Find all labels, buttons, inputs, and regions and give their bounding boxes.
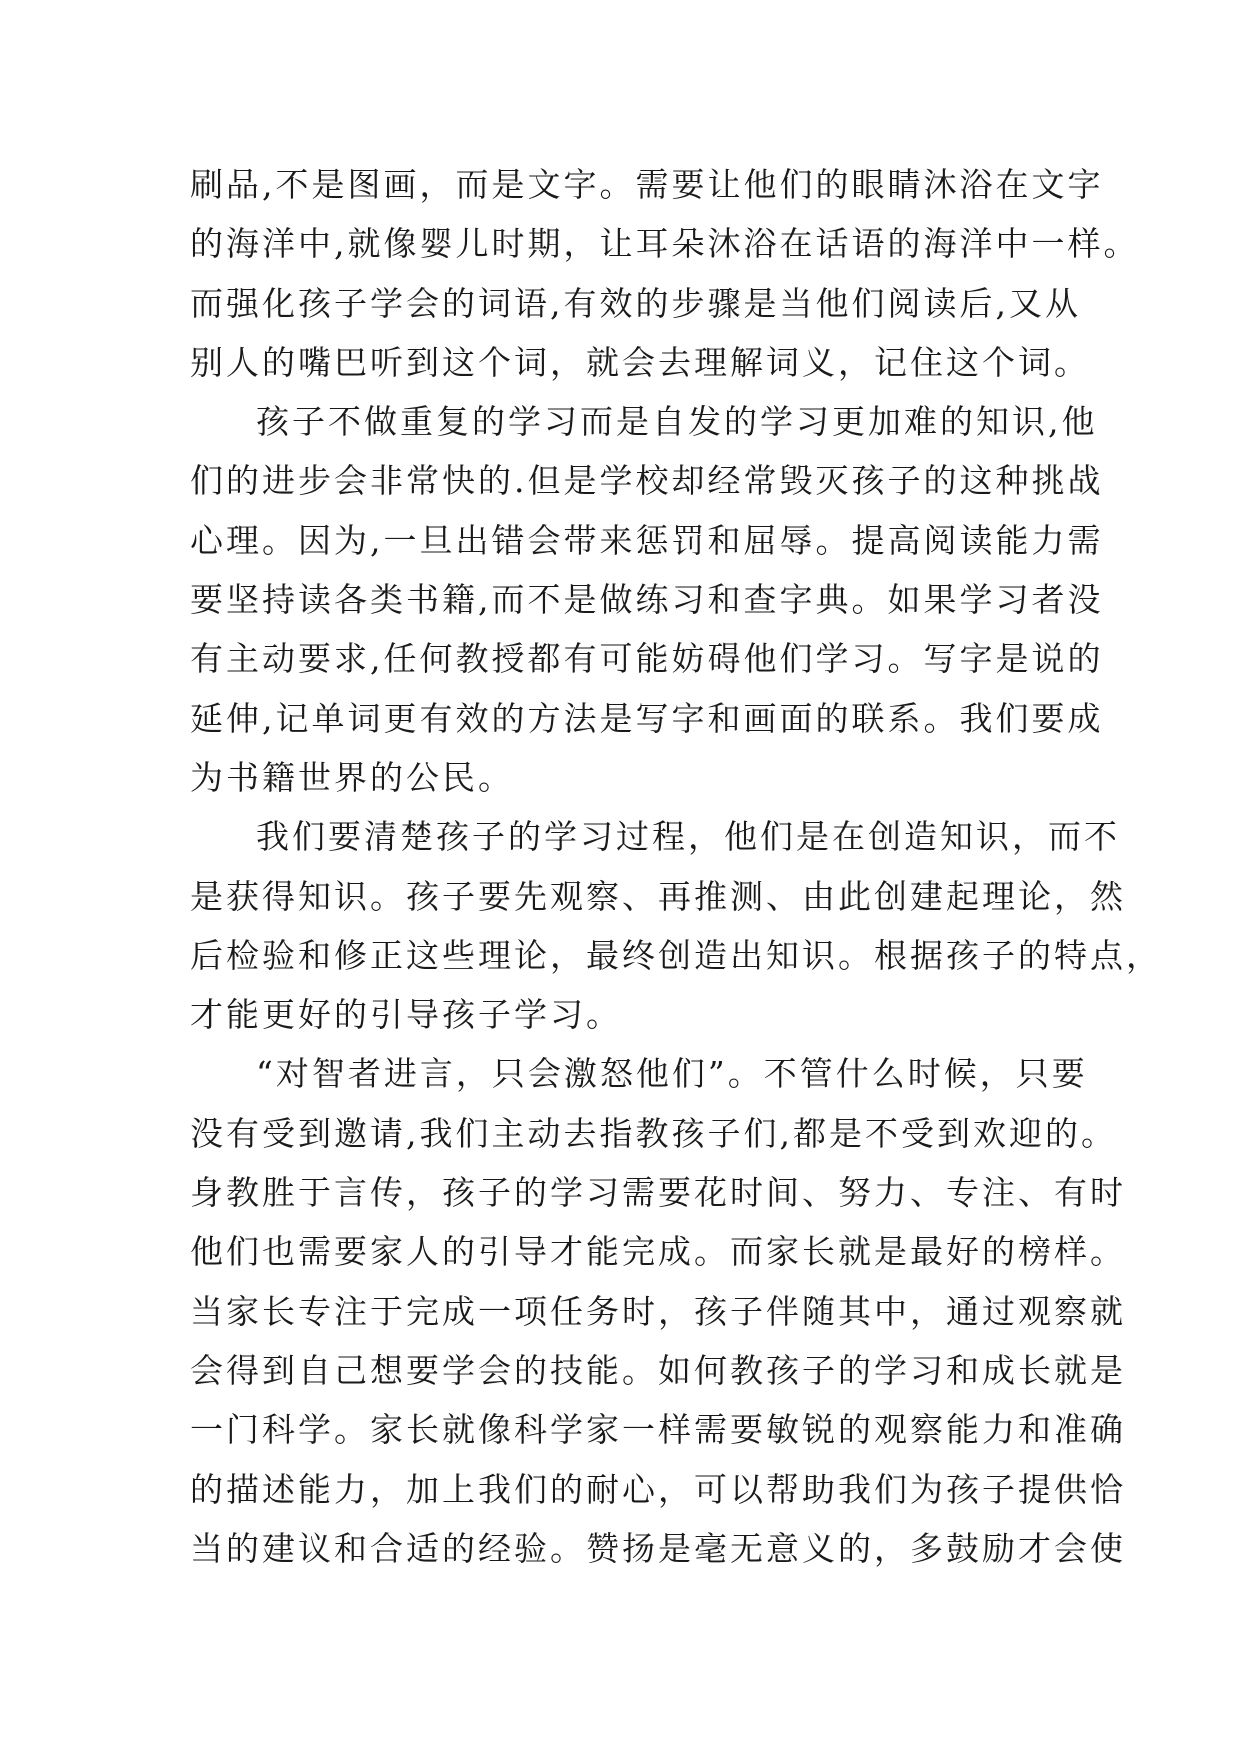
text-line: 心理。因为,一旦出错会带来惩罚和屈辱。提高阅读能力需 — [190, 520, 1104, 560]
text-line: 我们要清楚孩子的学习过程，他们是在创造知识，而不 — [256, 817, 1120, 857]
text-line: 没有受到邀请,我们主动去指教孩子们,都是不受到欢迎的。 — [190, 1113, 1117, 1153]
body-text — [190, 155, 1162, 1578]
text-line: 要坚持读各类书籍,而不是做练习和查字典。如果学习者没 — [190, 580, 1104, 620]
text-line: 他们也需要家人的引导才能完成。而家长就是最好的榜样。 — [190, 1232, 1126, 1272]
text-line: 一门科学。家长就像科学家一样需要敏锐的观察能力和准确 — [190, 1410, 1126, 1450]
text-line: 当家长专注于完成一项任务时，孩子伴随其中，通过观察就 — [190, 1291, 1126, 1331]
text-line: 孩子不做重复的学习而是自发的学习更加难的知识,他 — [256, 402, 1098, 442]
text-line: 们的进步会非常快的.但是学校却经常毁灭孩子的这种挑战 — [190, 461, 1104, 501]
text-line: 刷品,不是图画，而是文字。需要让他们的眼睛沐浴在文字 — [190, 165, 1104, 204]
text-line: 的海洋中,就像婴儿时期，让耳朵沐浴在话语的海洋中一样。 — [190, 224, 1140, 264]
text-line: 才能更好的引导孩子学习。 — [190, 995, 622, 1035]
text-line: 而强化孩子学会的词语,有效的步骤是当他们阅读后,又从 — [190, 283, 1081, 323]
text-line: 后检验和修正这些理论，最终创造出知识。根据孩子的特点， — [190, 935, 1162, 975]
text-line: 是获得知识。孩子要先观察、再推测、由此创建起理论，然 — [190, 876, 1126, 916]
text-line: 延伸,记单词更有效的方法是写字和画面的联系。我们要成 — [190, 698, 1104, 738]
text-line: 身教胜于言传，孩子的学习需要花时间、努力、专注、有时 — [190, 1173, 1126, 1213]
text-line: 别人的嘴巴听到这个词，就会去理解词义，记住这个词。 — [190, 342, 1090, 382]
text-line: 的描述能力，加上我们的耐心，可以帮助我们为孩子提供恰 — [190, 1469, 1126, 1509]
text-line: 会得到自己想要学会的技能。如何教孩子的学习和成长就是 — [190, 1350, 1126, 1390]
text-line: 为书籍世界的公民。 — [190, 757, 514, 797]
text-line: 有主动要求,任何教授都有可能妨碍他们学习。写字是说的 — [190, 639, 1104, 679]
text-line: “对智者进言，只会激怒他们”。不管什么时候，只要 — [256, 1054, 1088, 1094]
text-line: 当的建议和合适的经验。赞扬是毫无意义的，多鼓励才会使 — [190, 1528, 1126, 1568]
